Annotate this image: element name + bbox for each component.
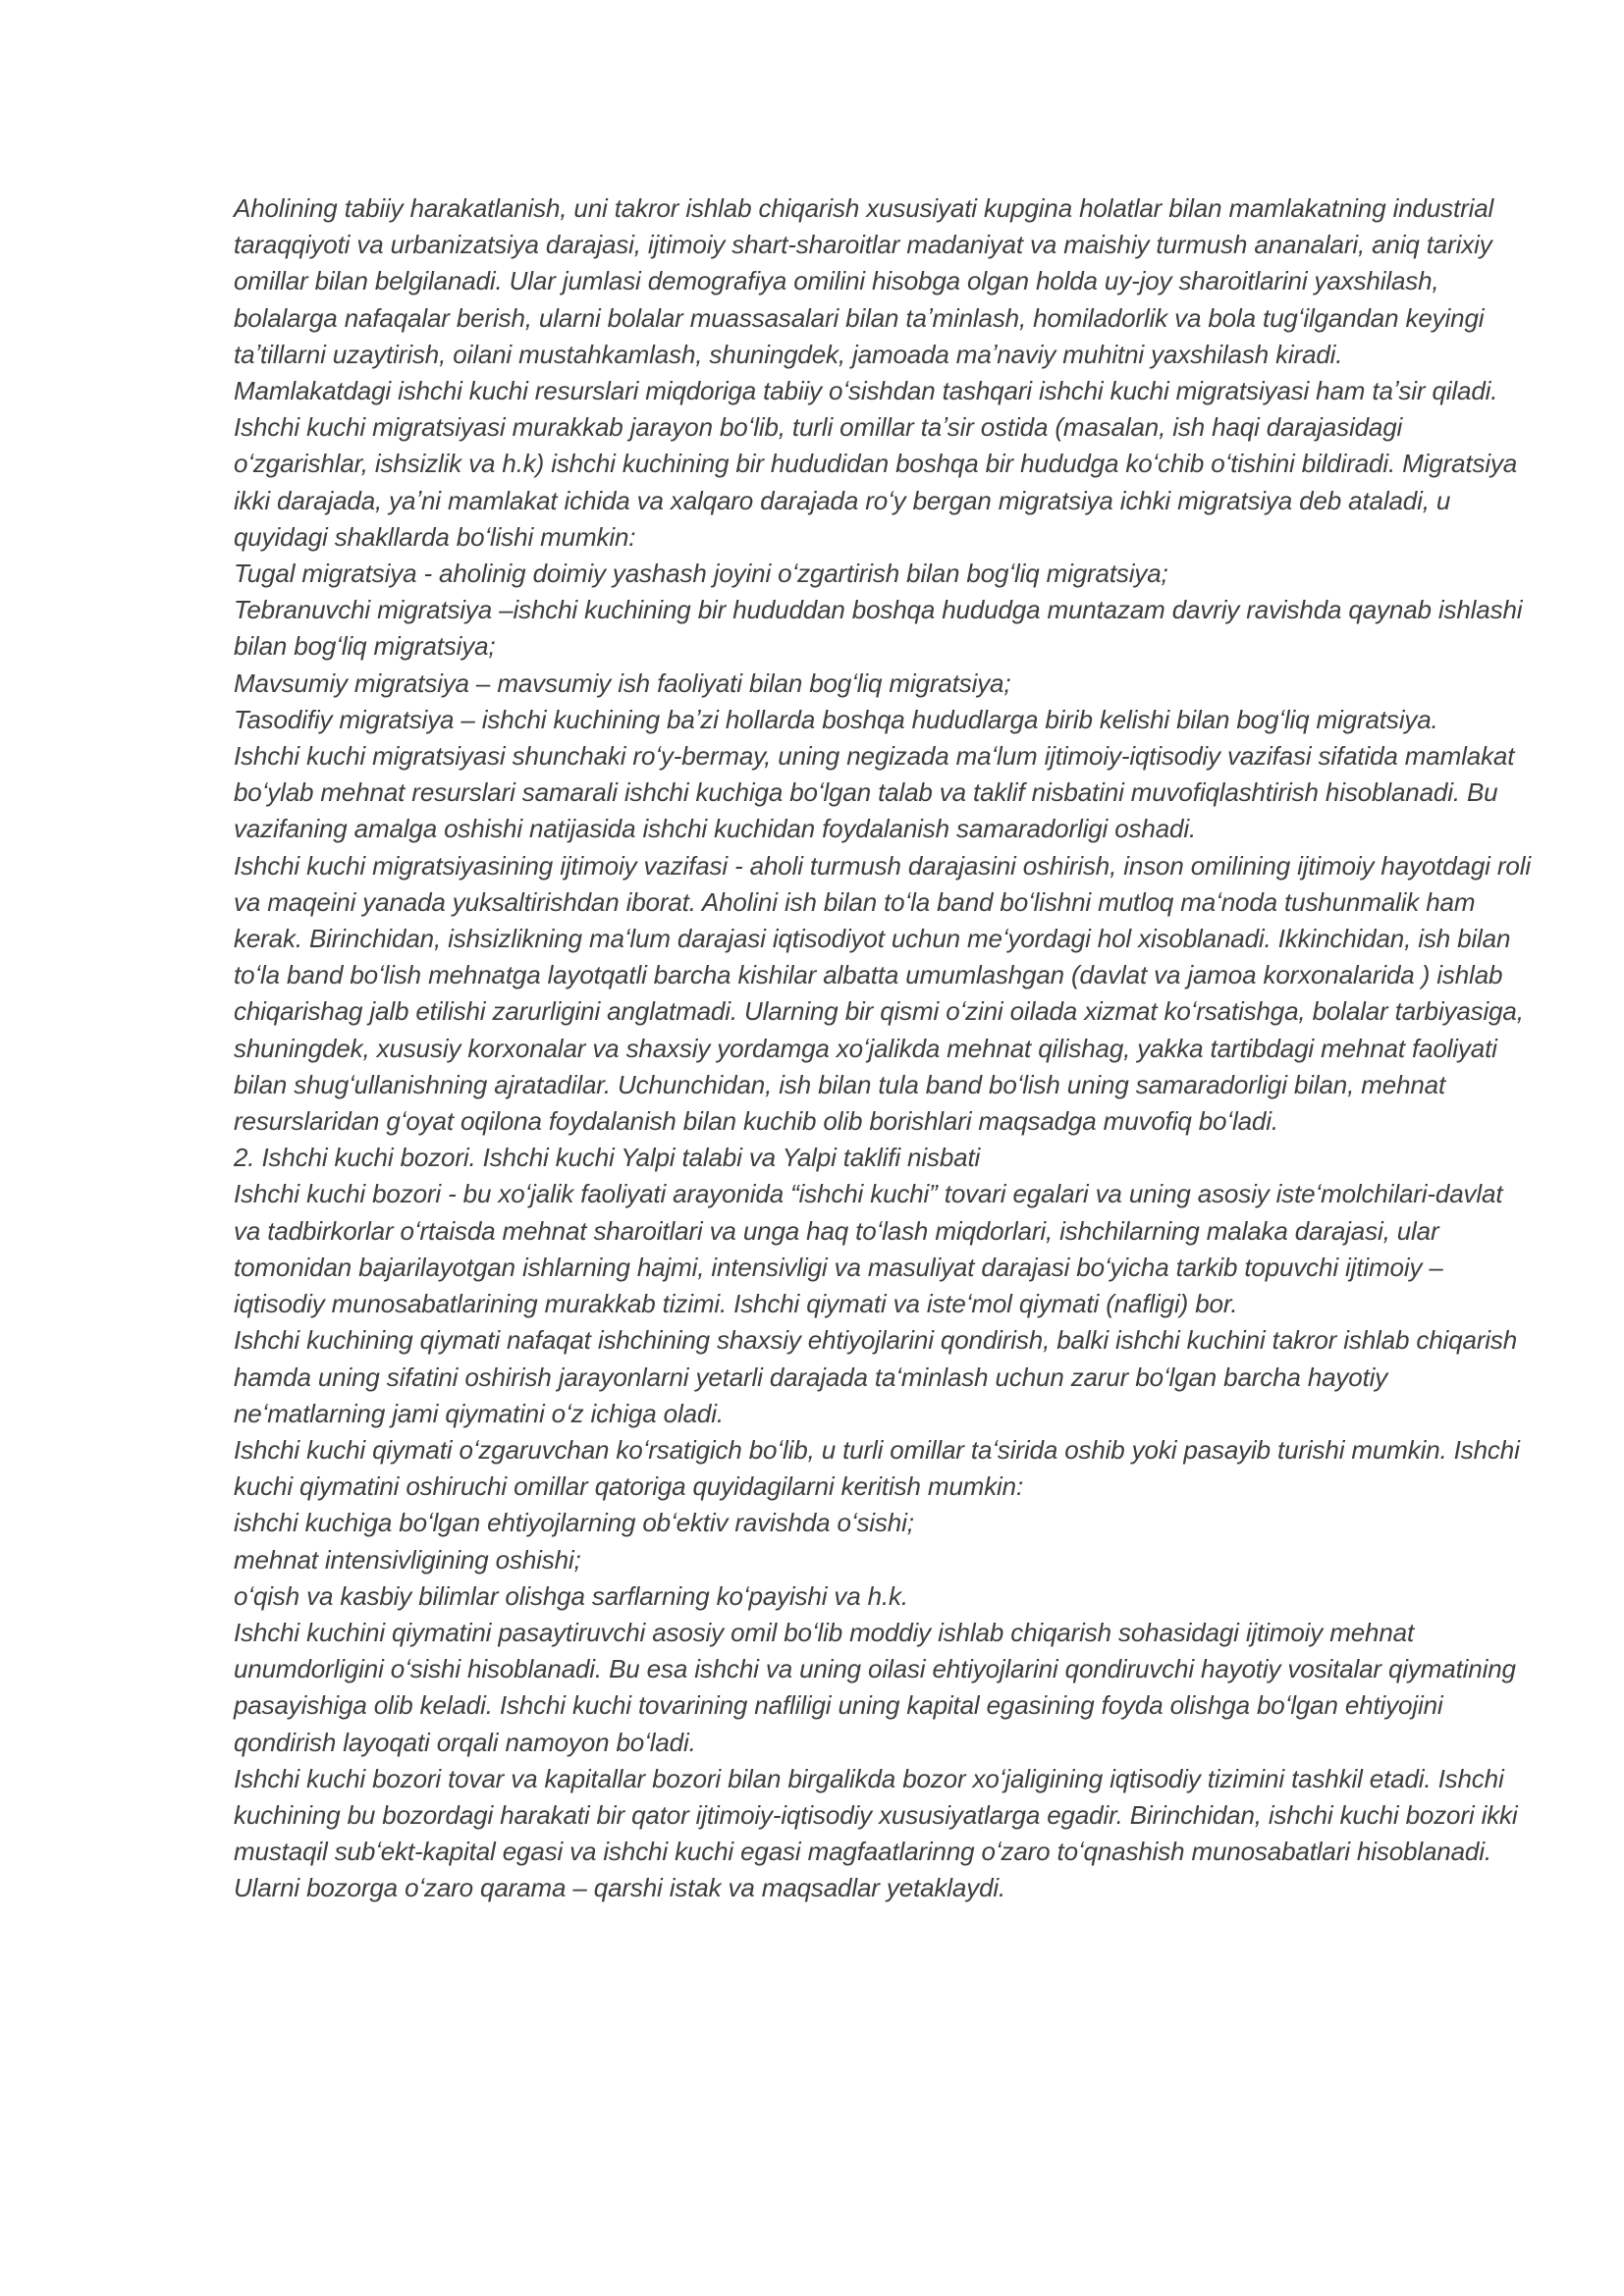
list-item-education-costs: oʻqish va kasbiy bilimlar olishga sarflarning koʻpayishi va h.k. [234,1580,908,1611]
paragraph-migration-function: Ishchi kuchi migratsiyasi shunchaki roʻy-bermay, uning negizada maʻlum ijtimoiy-iqtisodiy vazifasi sifatida mamlakat boʻylab mehnat resurslari samarali ishchi kuchiga boʻlgan talab va taklif nisbatini muvofiqlashtirish hisoblanadi. Bu vazifaning amalga oshishi natijasida ishchi kuchidan foydalanish samaradorligi oshadi. [234,741,1515,844]
paragraph-social-function: Ishchi kuchi migratsiyasining ijtimoiy vazifasi - aholi turmush darajasini oshirish, inson omilining ijtimoiy hayotdagi roli va maqeini yanada yuksaltirishdan iborat. Aholini ish bilan toʻla band boʻlishni mutloq maʻnoda tushunmalik ham kerak. Birinchidan, ishsizlikning maʻlum darajasi iqtisodiyot uchun meʻyordagi hol xisoblanadi. Ikkinchidan, ish bilan toʻla band boʻlish mehnatga layotqatli barcha kishilar albatta umumlashgan (davlat va jamoa korxonalarida ) ishlab chiqarishag jalb etilishi zarurligini anglatmadi. Ularning bir qismi oʻzini oilada xizmat koʻrsatishga, bolalar tarbiyasiga, shuningdek, xususiy korxonalar va shaxsiy yordamga xoʻjalikda mehnat qilishag, yakka tartibdagi mehnat faoliyati bilan shugʻullanishning ajratadilar. Uchunchidan, ish bilan tula band boʻlish uning samaradorligi bilan, mehnat resurslaridan gʻoyat oqilona foydalanish bilan kuchib olib borishlari maqsadga muvofiq boʻladi. [234,850,1531,1137]
document-body [234,190,1534,1907]
paragraph-value-decrease: Ishchi kuchini qiymatini pasaytiruvchi asosiy omil boʻlib moddiy ishlab chiqarish sohasidagi ijtimoiy mehnat unumdorligini oʻsishi hisoblanadi. Bu esa ishchi va uning oilasi ehtiyojlarini qondiruvchi hayotiy vositalar qiymatining pasayishiga olib keladi. Ishchi kuchi tovarining nafliligi uning kapital egasining foyda olishga boʻlgan ehtiyojini qondirish layoqati orqali namoyon boʻladi. [234,1617,1516,1757]
paragraph-labor-migration: Mamlakatdagi ishchi kuchi resurslari miqdoriga tabiiy oʻsishdan tashqari ishchi kuchi migratsiyasi ham taʼsir qiladi. Ishchi kuchi migratsiyasi murakkab jarayon boʻlib, turli omillar taʼsir ostida (masalan, ish haqi darajasidagi oʻzgarishlar, ishsizlik va h.k) ishchi kuchining bir hududidan boshqa bir hududga koʻchib oʻtishini bildiradi. Migratsiya ikki darajada, yaʼni mamlakat ichida va xalqaro darajada roʻy bergan migratsiya ichki migratsiya deb ataladi, u quyidagi shakllarda boʻlishi mumkin: [234,376,1518,552]
list-item-random-migration: Tasodifiy migratsiya – ishchi kuchining baʼzi hollarda boshqa hududlarga birib kelishi bilan bogʻliq migratsiya. [234,704,1438,734]
list-item-permanent-migration: Tugal migratsiya - aholinig doimiy yashash joyini oʻzgartirish bilan bogʻliq migratsiya; [234,559,1168,589]
list-item-intensity-growth: mehnat intensivligining oshishi; [234,1544,581,1575]
list-item-needs-growth: ishchi kuchiga boʻlgan ehtiyojlarning obʻektiv ravishda oʻsishi; [234,1508,914,1538]
paragraph-labor-value: Ishchi kuchining qiymati nafaqat ishchining shaxsiy ehtiyojlarini qondirish, balki ishchi kuchini takror ishlab chiqarish hamda uning sifatini oshirish jarayonlarni yetarli darajada taʻminlash uchun zarur boʻlgan barcha hayotiy neʻmatlarning jami qiymatini oʻz ichiga oladi. [234,1325,1518,1428]
paragraph-market-features: Ishchi kuchi bozori tovar va kapitallar bozori bilan birgalikda bozor xoʻjaligining iqtisodiy tizimini tashkil etadi. Ishchi kuchining bu bozordagi harakati bir qator ijtimoiy-iqtisodiy xususiyatlarga egadir. Birinchidan, ishchi kuchi bozori ikki mustaqil subʻekt-kapital egasi va ishchi kuchi egasi magfaatlarinng oʻzaro toʻqnashish munosabatlari hisoblanadi. Ularni bozorga oʻzaro qarama – qarshi istak va maqsadlar yetaklaydi. [234,1763,1518,1903]
paragraph-value-factors: Ishchi kuchi qiymati oʻzgaruvchan koʻrsatigich boʻlib, u turli omillar taʻsirida oshib yoki pasayib turishi mumkin. Ishchi kuchi qiymatini oshiruchi omillar qatoriga quyidagilarni keritish mumkin: [234,1434,1520,1502]
section-heading-labor-market: 2. Ishchi kuchi bozori. Ishchi kuchi Yalpi talabi va Yalpi taklifi nisbati [234,1143,981,1173]
paragraph-labor-market-definition: Ishchi kuchi bozori - bu xoʻjalik faoliyati arayonida “ishchi kuchi” tovari egalari va uning asosiy isteʻmolchilari-davlat va tadbirkorlar oʻrtaisda mehnat sharoitlari va unga haq toʻlash miqdorlari, ishchilarning malaka darajasi, ular tomonidan bajarilayotgan ishlarning hajmi, intensivligi va masuliyat darajasi boʻyicha tarkib topuvchi ijtimoiy –iqtisodiy munosabatlarining murakkab tizimi. Ishchi qiymati va isteʻmol qiymati (nafligi) bor. [234,1179,1503,1319]
list-item-oscillating-migration: Tebranuvchi migratsiya –ishchi kuchining bir hududdan boshqa hududga muntazam davriy ravishda qaynab ishlashi bilan bogʻliq migratsiya; [234,595,1523,662]
paragraph-demography: Aholining tabiiy harakatlanish, uni takror ishlab chiqarish xususiyati kupgina holatlar bilan mamlakatning industrial taraqqiyoti va urbanizatsiya darajasi, ijtimoiy shart-sharoitlar madaniyat va maishiy turmush ananalari, aniq tarixiy omillar bilan belgilanadi. Ular jumlasi demografiya omilini hisobga olgan holda uy-joy sharoitlarini yaxshilash, bolalarga nafaqalar berish, ularni bolalar muassasalari bilan taʼminlash, homiladorlik va bola tugʻilgandan keyingi taʼtillarni uzaytirish, oilani mustahkamlash, shuningdek, jamoada maʼnaviy muhitni yaxshilash kiradi. [234,193,1494,369]
list-item-seasonal-migration: Mavsumiy migratsiya – mavsumiy ish faoliyati bilan bogʻliq migratsiya; [234,667,1011,698]
